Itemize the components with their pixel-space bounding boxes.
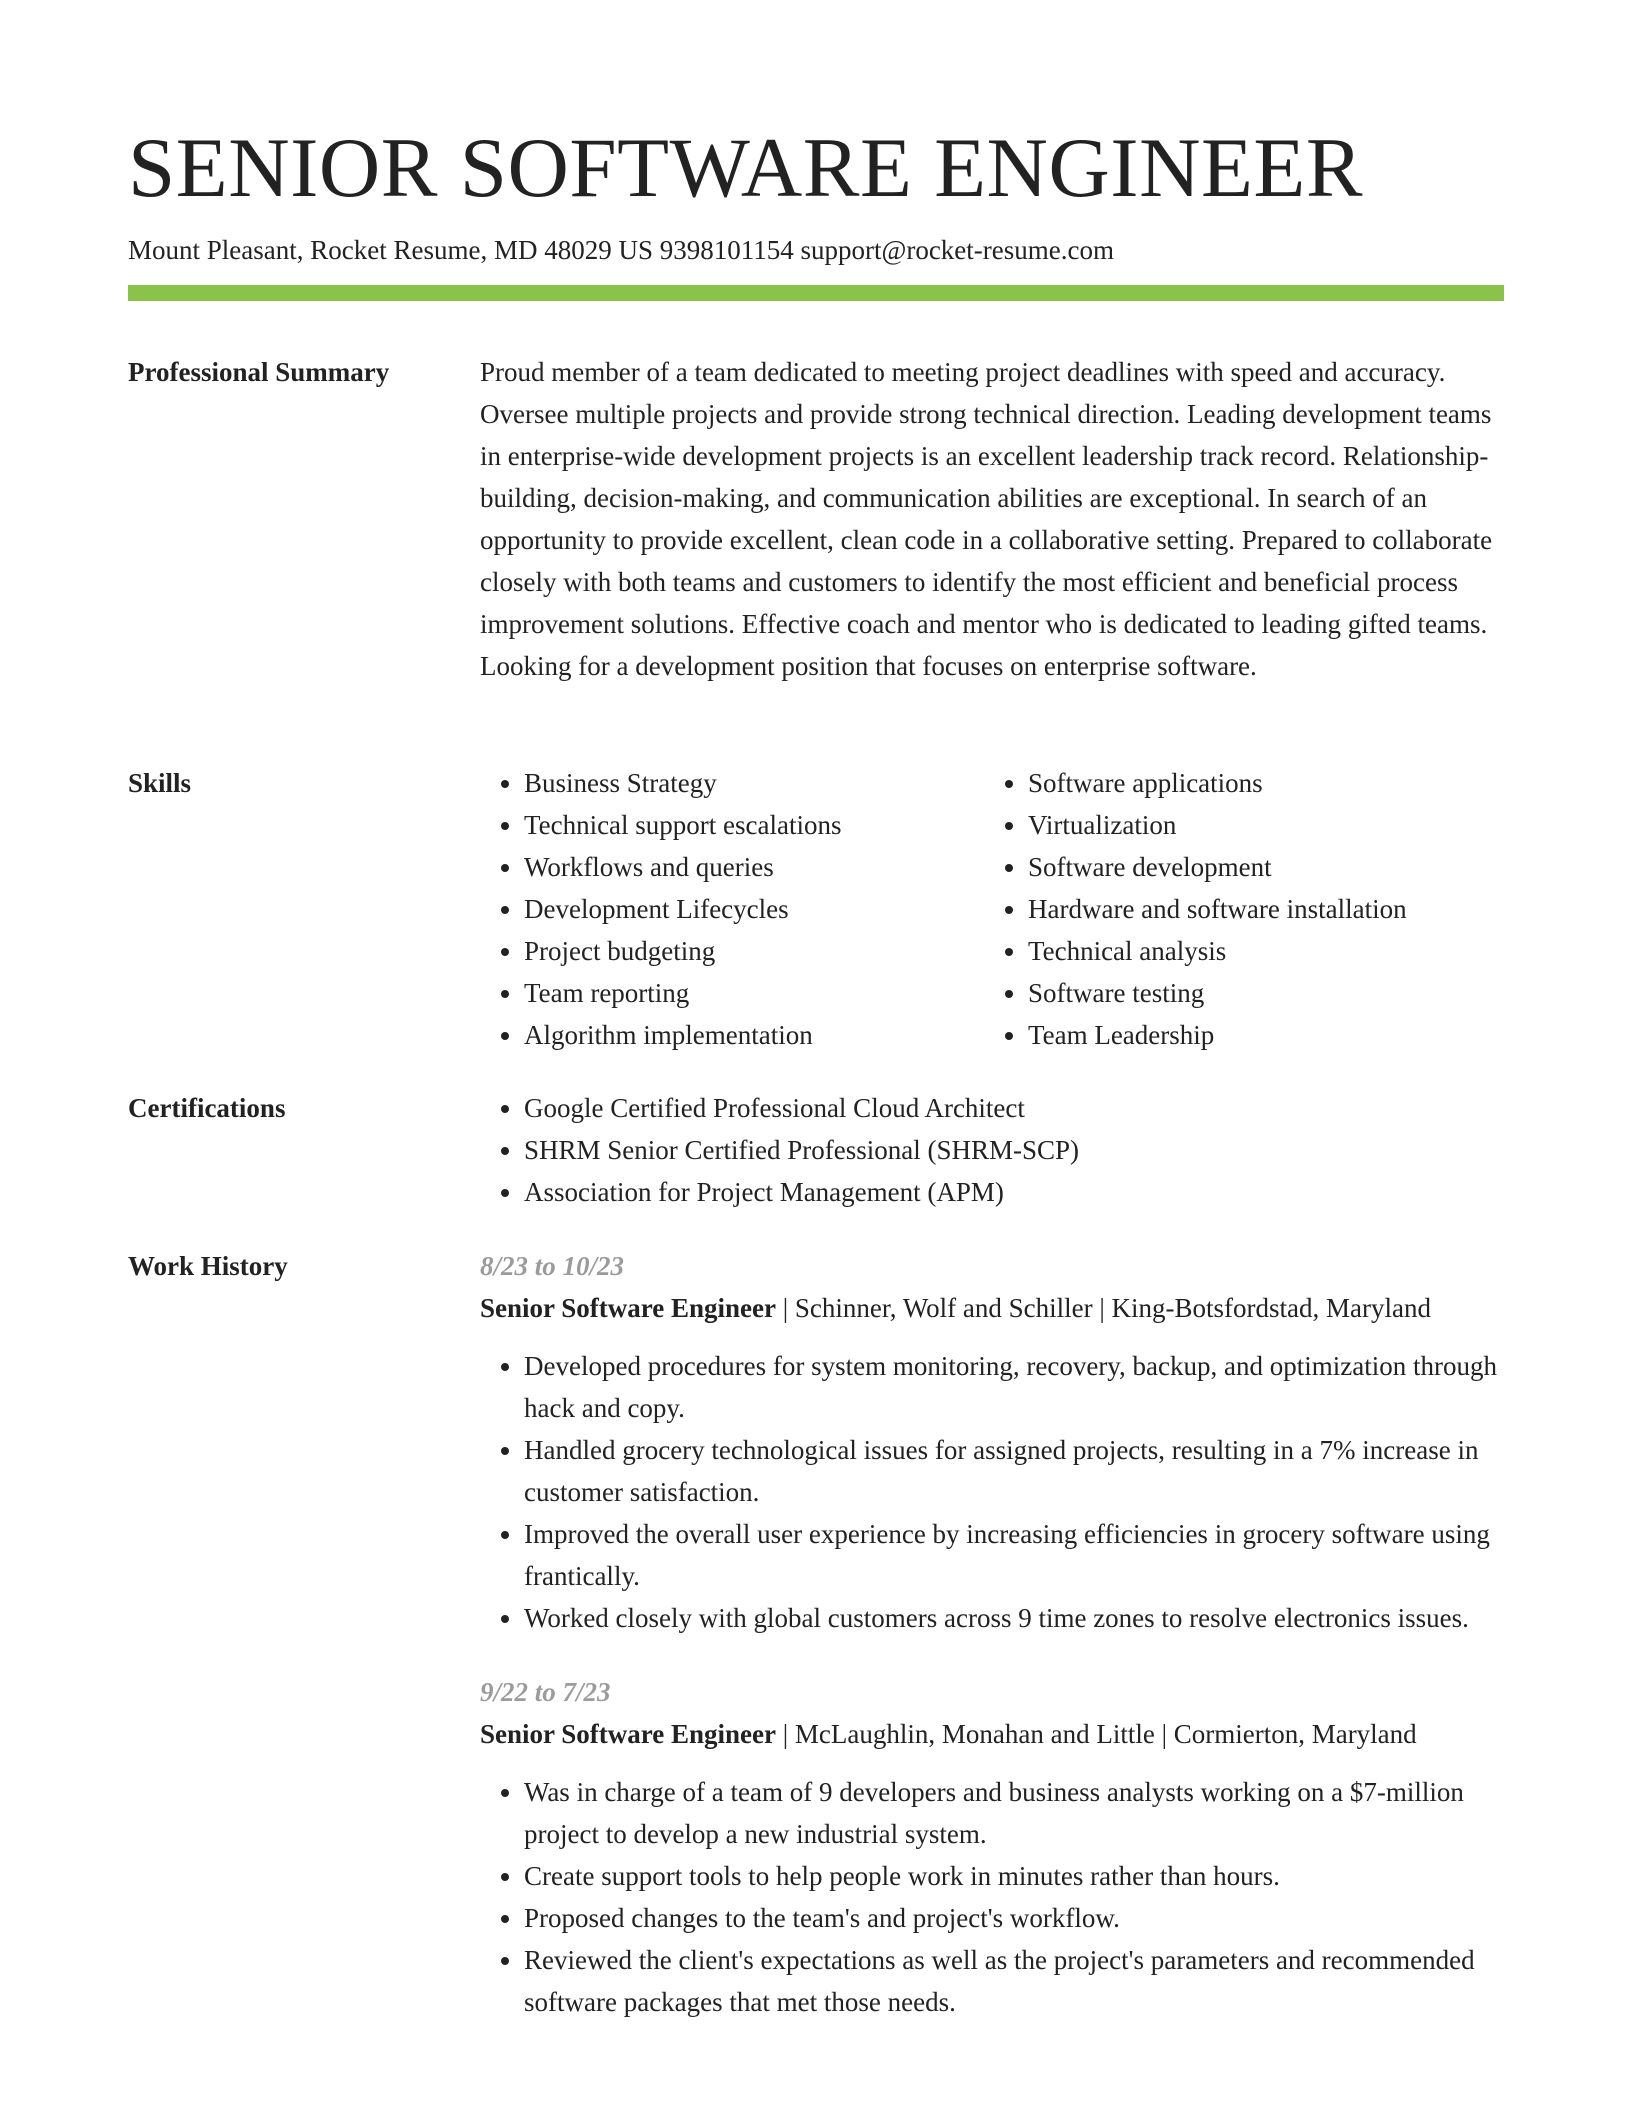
skill-item: • Software testing bbox=[1028, 972, 1488, 1014]
skill-item: • Team Leadership bbox=[1028, 1014, 1488, 1056]
summary-heading: Professional Summary bbox=[128, 357, 390, 387]
skills-column-left bbox=[480, 762, 984, 1056]
skill-item: • Algorithm implementation bbox=[524, 1014, 984, 1056]
job-heading bbox=[480, 1713, 1504, 1755]
job-entry bbox=[480, 1671, 1504, 2023]
skill-item: • Team reporting bbox=[524, 972, 984, 1014]
certifications-heading: Certifications bbox=[128, 1093, 286, 1123]
skills-body bbox=[480, 762, 1504, 1056]
skill-item: • Software applications bbox=[1028, 762, 1488, 804]
job-bullet: • Create support tools to help people work in minutes rather than hours. bbox=[524, 1855, 1504, 1897]
skill-item: • Software development bbox=[1028, 846, 1488, 888]
skill-item: • Hardware and software installation bbox=[1028, 888, 1488, 930]
job-details: | McLaughlin, Monahan and Little | Cormierton, Maryland bbox=[776, 1719, 1417, 1749]
job-bullet: • Proposed changes to the team's and project's workflow. bbox=[524, 1897, 1504, 1939]
work-history-body bbox=[480, 1245, 1504, 2023]
header-accent-rule bbox=[128, 285, 1504, 301]
job-bullets bbox=[480, 1345, 1504, 1639]
work-history-heading: Work History bbox=[128, 1251, 288, 1281]
job-heading bbox=[480, 1287, 1504, 1329]
skill-item: • Technical support escalations bbox=[524, 804, 984, 846]
job-details: | Schinner, Wolf and Schiller | King-Botsfordstad, Maryland bbox=[776, 1293, 1431, 1323]
contact-line: Mount Pleasant, Rocket Resume, MD 48029 US 9398101154 support@rocket-resume.com bbox=[128, 235, 1114, 265]
skill-item: • Development Lifecycles bbox=[524, 888, 984, 930]
certifications-list bbox=[480, 1087, 1504, 1213]
summary-text: Proud member of a team dedicated to meeting project deadlines with speed and accuracy. Oversee multiple projects and provide strong technical direction. Leading development teams in enterprise-wide development projects is an excellent leadership track record. Relationship-building, decision-making, and communication abilities are exceptional. In search of an opportunity to provide excellent, clean code in a collaborative setting. Prepared to collaborate closely with both teams and customers to identify the most efficient and beneficial process improvement solutions. Effective coach and mentor who is dedicated to leading gifted teams. Looking for a development position that focuses on enterprise software. bbox=[480, 357, 1493, 681]
summary-body bbox=[480, 351, 1504, 687]
job-dates: 9/22 to 7/23 bbox=[480, 1677, 611, 1707]
certifications-body bbox=[480, 1087, 1504, 1213]
job-bullet: • Reviewed the client's expectations as well as the project's parameters and recommended software packages that met those needs. bbox=[524, 1939, 1504, 2023]
skills-column-right bbox=[984, 762, 1488, 1056]
skills-list-right bbox=[984, 762, 1488, 1056]
skill-item: • Technical analysis bbox=[1028, 930, 1488, 972]
certification-item: • SHRM Senior Certified Professional (SHRM-SCP) bbox=[524, 1129, 1504, 1171]
certification-item: • Association for Project Management (APM) bbox=[524, 1171, 1504, 1213]
skill-item: • Project budgeting bbox=[524, 930, 984, 972]
skill-item: • Workflows and queries bbox=[524, 846, 984, 888]
job-dates: 8/23 to 10/23 bbox=[480, 1251, 625, 1281]
job-bullets bbox=[480, 1771, 1504, 2023]
job-bullet: • Worked closely with global customers across 9 time zones to resolve electronics issues. bbox=[524, 1597, 1504, 1639]
skill-item: • Virtualization bbox=[1028, 804, 1488, 846]
job-bullet: • Was in charge of a team of 9 developers and business analysts working on a $7-million project to develop a new industrial system. bbox=[524, 1771, 1504, 1855]
job-title: Senior Software Engineer bbox=[480, 1293, 776, 1323]
job-entry bbox=[480, 1245, 1504, 1639]
job-bullet: • Improved the overall user experience by increasing efficiencies in grocery software using frantically. bbox=[524, 1513, 1504, 1597]
job-bullet: • Developed procedures for system monitoring, recovery, backup, and optimization through hack and copy. bbox=[524, 1345, 1504, 1429]
job-bullet: • Handled grocery technological issues for assigned projects, resulting in a 7% increase in customer satisfaction. bbox=[524, 1429, 1504, 1513]
skills-heading: Skills bbox=[128, 768, 192, 798]
certification-item: • Google Certified Professional Cloud Architect bbox=[524, 1087, 1504, 1129]
resume-title: SENIOR SOFTWARE ENGINEER bbox=[128, 121, 1364, 215]
skill-item: • Business Strategy bbox=[524, 762, 984, 804]
job-title: Senior Software Engineer bbox=[480, 1719, 776, 1749]
skills-list-left bbox=[480, 762, 984, 1056]
